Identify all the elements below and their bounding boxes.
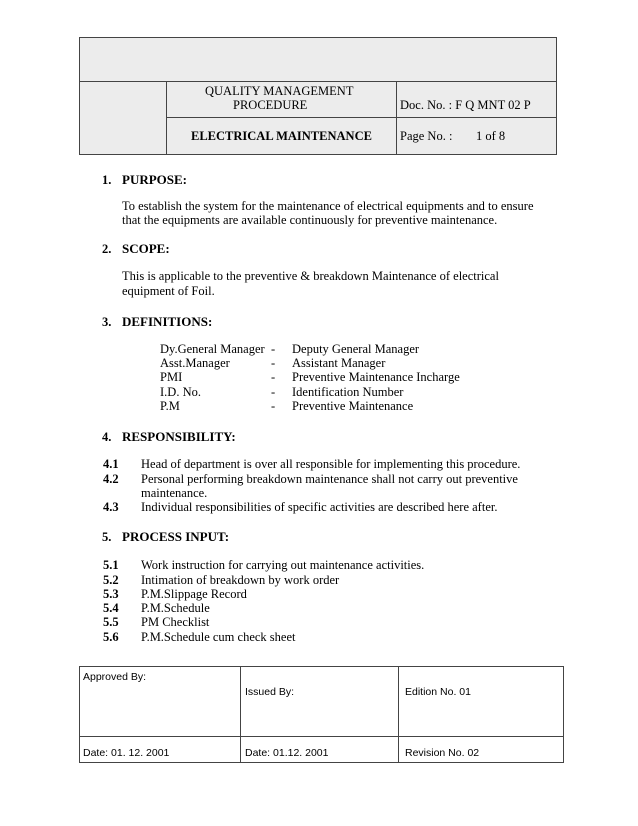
issued-by-label: Issued By: [245,686,295,698]
definition-term: P.M [160,399,180,413]
definition-term: Dy.General Manager [160,342,265,356]
header-divider [166,117,556,118]
section-number: 2. [102,242,112,256]
document-header [79,37,557,155]
footer-divider [80,736,563,737]
item-number: 5.2 [103,573,119,587]
process-input-text: Intimation of breakdown by work order [141,573,340,587]
section-heading-purpose: PURPOSE: [122,172,187,187]
item-number: 5.5 [103,615,119,629]
header-divider [166,81,167,155]
responsibility-text-cont: maintenance. [141,486,208,500]
definition-meaning: Preventive Maintenance Incharge [292,370,460,384]
item-number: 4.2 [103,472,119,486]
definition-dash: - [271,342,276,356]
process-input-text: P.M.Slippage Record [141,587,247,601]
purpose-text-line1: To establish the system for the maintenance of electrical equipments and to ensure [122,199,534,213]
approved-by-label: Approved By: [83,671,147,683]
process-input-text: Work instruction for carrying out maintenance activities. [141,558,425,572]
responsibility-text: Individual responsibilities of specific activities are described here after. [141,500,498,514]
item-number: 5.3 [103,587,119,601]
definition-term: I.D. No. [160,385,201,399]
document-footer [79,666,564,763]
definition-meaning: Identification Number [292,385,404,399]
definition-dash: - [271,356,276,370]
process-input-text: P.M.Schedule [141,601,210,615]
item-number: 4.1 [103,457,119,471]
page-label: Page No. : [400,129,453,143]
definition-meaning: Assistant Manager [292,356,386,370]
definition-dash: - [271,370,276,384]
doc-title-line1: QUALITY MANAGEMENT [205,84,354,98]
item-number: 4.3 [103,500,119,514]
definition-dash: - [271,385,276,399]
responsibility-text: Head of department is over all responsible for implementing this procedure. [141,457,521,471]
footer-divider [240,667,241,762]
approved-date: Date: 01. 12. 2001 [83,747,170,759]
doc-subject: ELECTRICAL MAINTENANCE [191,129,372,143]
revision-number: Revision No. 02 [405,747,480,759]
doc-number: Doc. No. : F Q MNT 02 P [400,98,531,112]
section-heading-process-input: PROCESS INPUT: [122,529,230,544]
definition-meaning: Preventive Maintenance [292,399,414,413]
purpose-text-line2: that the equipments are available continuously for preventive maintenance. [122,213,498,227]
section-number: 1. [102,173,112,187]
header-divider [80,81,556,82]
process-input-text: PM Checklist [141,615,210,629]
responsibility-text: Personal performing breakdown maintenance shall not carry out preventive [141,472,518,486]
definition-dash: - [271,399,276,413]
footer-divider [398,667,399,762]
section-number: 5. [102,530,112,544]
definition-term: PMI [160,370,183,384]
scope-text-line2: equipment of Foil. [122,284,215,298]
doc-title-line2: PROCEDURE [233,98,308,112]
process-input-text: P.M.Schedule cum check sheet [141,630,296,644]
section-number: 4. [102,430,112,444]
item-number: 5.1 [103,558,119,572]
header-divider [396,81,397,155]
definition-term: Asst.Manager [160,356,230,370]
section-number: 3. [102,315,112,329]
issued-date: Date: 01.12. 2001 [245,747,329,759]
item-number: 5.4 [103,601,119,615]
page-value: 1 of 8 [476,129,506,143]
section-heading-definitions: DEFINITIONS: [122,314,213,329]
section-heading-scope: SCOPE: [122,241,170,256]
section-heading-responsibility: RESPONSIBILITY: [122,429,236,444]
edition-number: Edition No. 01 [405,686,471,698]
scope-text-line1: This is applicable to the preventive & breakdown Maintenance of electrical [122,269,499,283]
definition-meaning: Deputy General Manager [292,342,420,356]
item-number: 5.6 [103,630,119,644]
